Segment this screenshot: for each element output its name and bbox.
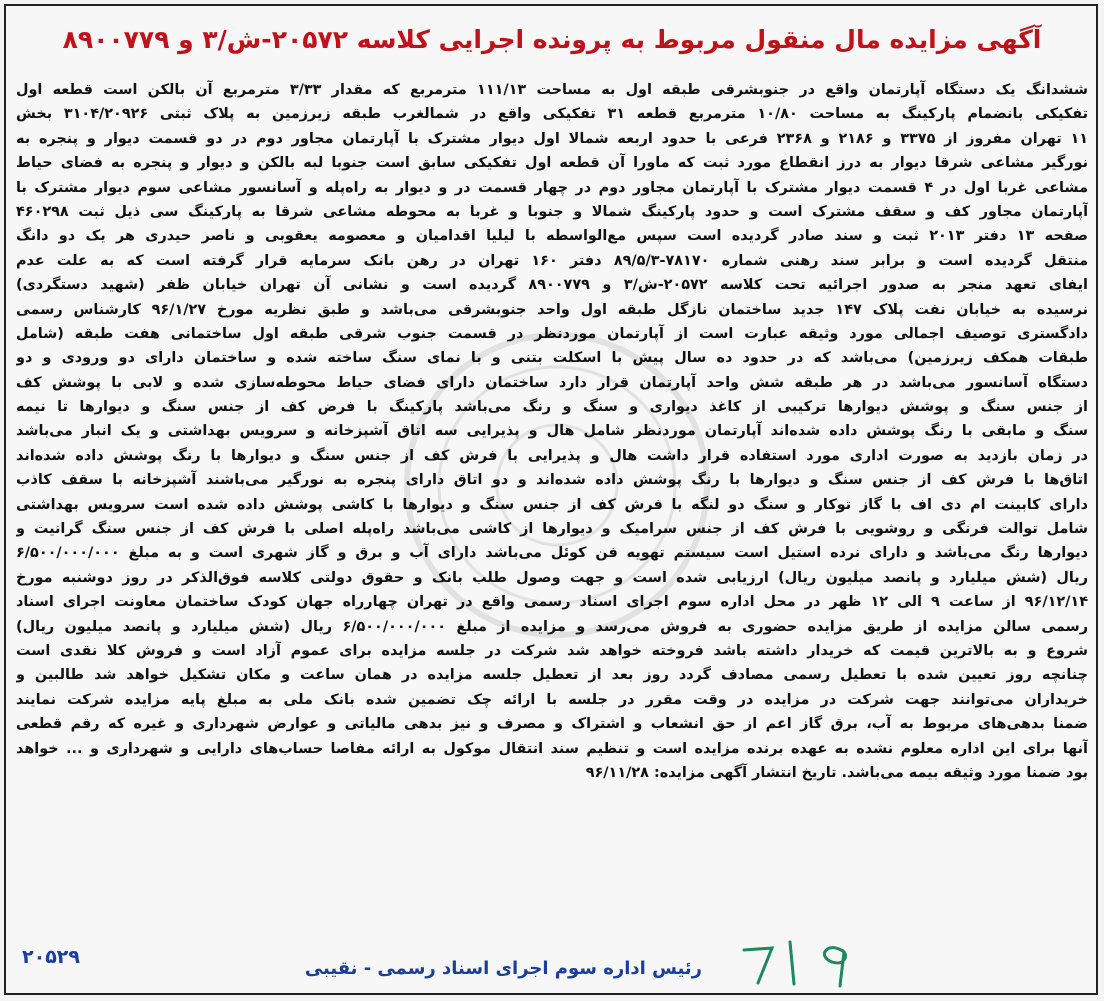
notice-title: آگهی مزایده مال منقول مربوط به پرونده اجرایی کلاسه ۲۰۵۷۲-ش/۳ و ۸۹۰۰۷۷۹ [62, 25, 1042, 54]
notice-line: آنها برای این اداره معلوم نشده به عهده برنده مزایده است و تنظیم سند انتقال موکول به ارائه مفاصا حساب‌های دارایی و شهرداری و ... خواهد [16, 740, 1088, 757]
notice-line: شامل توالت فرنگی و روشویی با فرش کف از جنس سرامیک و دیوارها از کاشی می‌باشد راه‌پله اصلی با فرش کف از جنس سنگ گرانیت و [16, 521, 1088, 538]
notice-line: در زمان بازدید به صورت اداری مورد استفاده قرار داشت هال و پذیرایی با فرش کف از جنس سنگ و دیوارها با رنگ پوشش داده شده‌اند [16, 447, 1088, 464]
notice-line: سنگ و مابقی با رنگ پوشش داده شده‌اند آپارتمان موردنظر شامل هال و پذیرایی سه اتاق آشپزخانه و سرویس بهداشتی و یک انبار می‌باشد [16, 423, 1088, 440]
notice-line: اتاق‌ها با فرش کف از جنس سنگ و دیوارها با رنگ پوشش داده شده‌اند و دو اتاق دارای پنجره به نورگیر می‌باشند آشپزخانه با سقف کاذب [16, 472, 1088, 489]
signature-line: رئیس اداره سوم اجرای اسناد رسمی - نقیبی [304, 958, 702, 979]
notice-line: چنانچه روز تعیین شده با تعطیل رسمی مصادف گردد روز بعد از تعطیل جلسه مزایده در همان ساعت و مکان تشکیل خواهد شد طالبین و [16, 667, 1088, 684]
notice-line: منتقل گردیده است و برابر سند رهنی شماره ۷۸۱۷۰-۸۹/۵/۳ دفتر ۱۶۰ تهران در رهن بانک سرمایه قرار گرفته است که به علت عدم [16, 252, 1088, 269]
notice-body [16, 78, 1088, 785]
notice-line: خریداران می‌توانند جهت شرکت در مزایده در وقت مقرر در جلسه با ارائه چک تضمین شده بانک ملی به مبلغ پایه مزایده شرکت نمایند [16, 691, 1088, 708]
notice-line: ایفای تعهد منجر به صدور اجرائیه تحت کلاسه ۲۰۵۷۲-ش/۳ و ۸۹۰۰۷۷۹ گردیده است و نشانی آن تهران خیابان ظفر (شهید دستگردی) [16, 277, 1088, 294]
ad-number: ۲۰۵۲۹ [22, 946, 80, 968]
notice-line: از جنس سنگ و پوشش دیوارها ترکیبی از کاغذ دیواری و سنگ و رنگ می‌باشد پارکینگ با فرض کف از جنس سنگ و دیوارها تا نیمه [16, 399, 1088, 416]
notice-line: بود ضمنا مورد وثیقه بیمه می‌باشد. تاریخ انتشار آگهی مزایده: ۹۶/۱۱/۲۸ [585, 764, 1088, 781]
notice-line: دارای کابینت ام دی اف با گاز توکار و سنگ دو لنگه با فرش کف از جنس سنگ و دیوارها با کاشی پوشش داده شده است سرویس بهداشتی [16, 496, 1088, 513]
notice-line: دادگستری توصیف اجمالی مورد وثیقه عبارت است از آپارتمان موردنظر در قسمت جنوب شرقی طبقه اول ساختمانی هفت طبقه (شامل [16, 325, 1088, 342]
notice-line: ششدانگ یک دستگاه آپارتمان واقع در جنوبشرقی طبقه اول به مساحت ۱۱۱/۱۳ مترمربع که مقدار ۳/۳۳ مترمربع آن بالکن است قطعه اول [16, 82, 1088, 98]
notice-line: نورگیر مشاعی شرقا دیوار به درز انقطاع مورد ثبت که ماورا آن قطعه اول تفکیکی سابق است جنوبا لبه بالکن و دیوار و پنجره به فضای حیاط [16, 155, 1088, 172]
notice-line: ۹۶/۱۲/۱۴ از ساعت ۹ الی ۱۲ ظهر در محل اداره سوم اجرای اسناد رسمی واقع در تهران چهارراه جهان کودک ساختمان معاونت اجرای اسناد [16, 594, 1088, 611]
notice-line: ضمنا بدهی‌های مربوط به آب، برق گاز اعم از حق انشعاب و اشتراک و مصرف و نیز بدهی مالیاتی و عوارض شهرداری و غیره که رقم قطعی [16, 716, 1088, 733]
notice-line: تفکیکی بانضمام پارکینگ به مساحت ۱۰/۸۰ مترمربع قطعه ۳۱ تفکیکی واقع در شمالغرب طبقه زیرزمین به پلاک ثبتی ۳۱۰۴/۲۰۹۲۶ بخش [16, 106, 1088, 123]
notice-line: صفحه ۱۳ دفتر ۲۰۱۳ ثبت و سند صادر گردیده است سپس مع‌الواسطه با لیلیا اقدامیان و معصومه یعقوبی و ناصر حیدری هر یک دو دانگ [16, 228, 1088, 245]
notice-line: نرسیده به خیابان نفت پلاک ۱۴۷ جدید ساختمان نازگل طبقه اول واحد جنوبشرقی می‌باشد و طبق نظریه مورخ ۹۶/۱/۲۷ کارشناس رسمی [16, 301, 1088, 318]
notice-line: رسمی سالن مزایده از طریق مزایده حضوری به فروش می‌رسد و مزایده از مبلغ ۶/۵۰۰/۰۰۰/۰۰۰ ریال (شش میلیارد و پانصد میلیون ریال) [16, 618, 1088, 635]
notice-line: دستگاه آسانسور می‌باشد در هر طبقه شش واحد آپارتمان قرار دارد ساختمان دارای فضای حیاط محوطه‌سازی شده و لابی با پوشش کف [16, 374, 1088, 391]
notice-line: آپارتمان مجاور کف و سقف مشترک است و حدود پارکینگ شمالا و جنوبا و غربا به محوطه مشاعی شرقا به پارکینگ سی ذیل ثبت ۴۶۰۲۹۸ [16, 203, 1088, 220]
notice-line: ۱۱ تهران مفروز از ۳۳۷۵ و ۲۱۸۶ و ۲۳۶۸ فرعی با حدود اربعه شمالا اول دیوار مشترک با آپارتمان مجاور دوم در دو قسمت دیوار و پنجره به [16, 130, 1088, 147]
notice-line: ریال (شش میلیارد و پانصد میلیون ریال) ارزیابی شده است و جهت وصول طلب بانک و حقوق دولتی کلاسه فوق‌الذکر در روز دوشنبه مورخ [16, 569, 1088, 586]
notice-line: طبقات همکف زیرزمین) می‌باشد که در حدود ده سال پیش با اسکلت بتنی و با نمای سنگ ساخته شده و ساختمان دارای دو ورودی و دو [16, 350, 1088, 367]
notice-line: شروع و به بالاترین قیمت که خریدار داشته باشد فروخته خواهد شد شرکت در جلسه مزایده برای عموم آزاد است و فروش کلا نقدی است [16, 642, 1088, 659]
notice-line: دیوارها رنگ می‌باشد و دارای نرده استیل است سیستم تهویه فن کوئل می‌باشد دارای آب و برق و گاز شهری است و به مبلغ ۶/۵۰۰/۰۰۰/۰۰۰ [16, 545, 1088, 562]
notice-line: مشاعی غربا اول در ۴ قسمت دیوار مشترک با آپارتمان مجاور دوم در چهار قسمت در و دیوار به راه‌پله و آسانسور مشاعی سوم دیوار مشترک با [16, 179, 1088, 196]
handwritten-note [732, 928, 872, 990]
